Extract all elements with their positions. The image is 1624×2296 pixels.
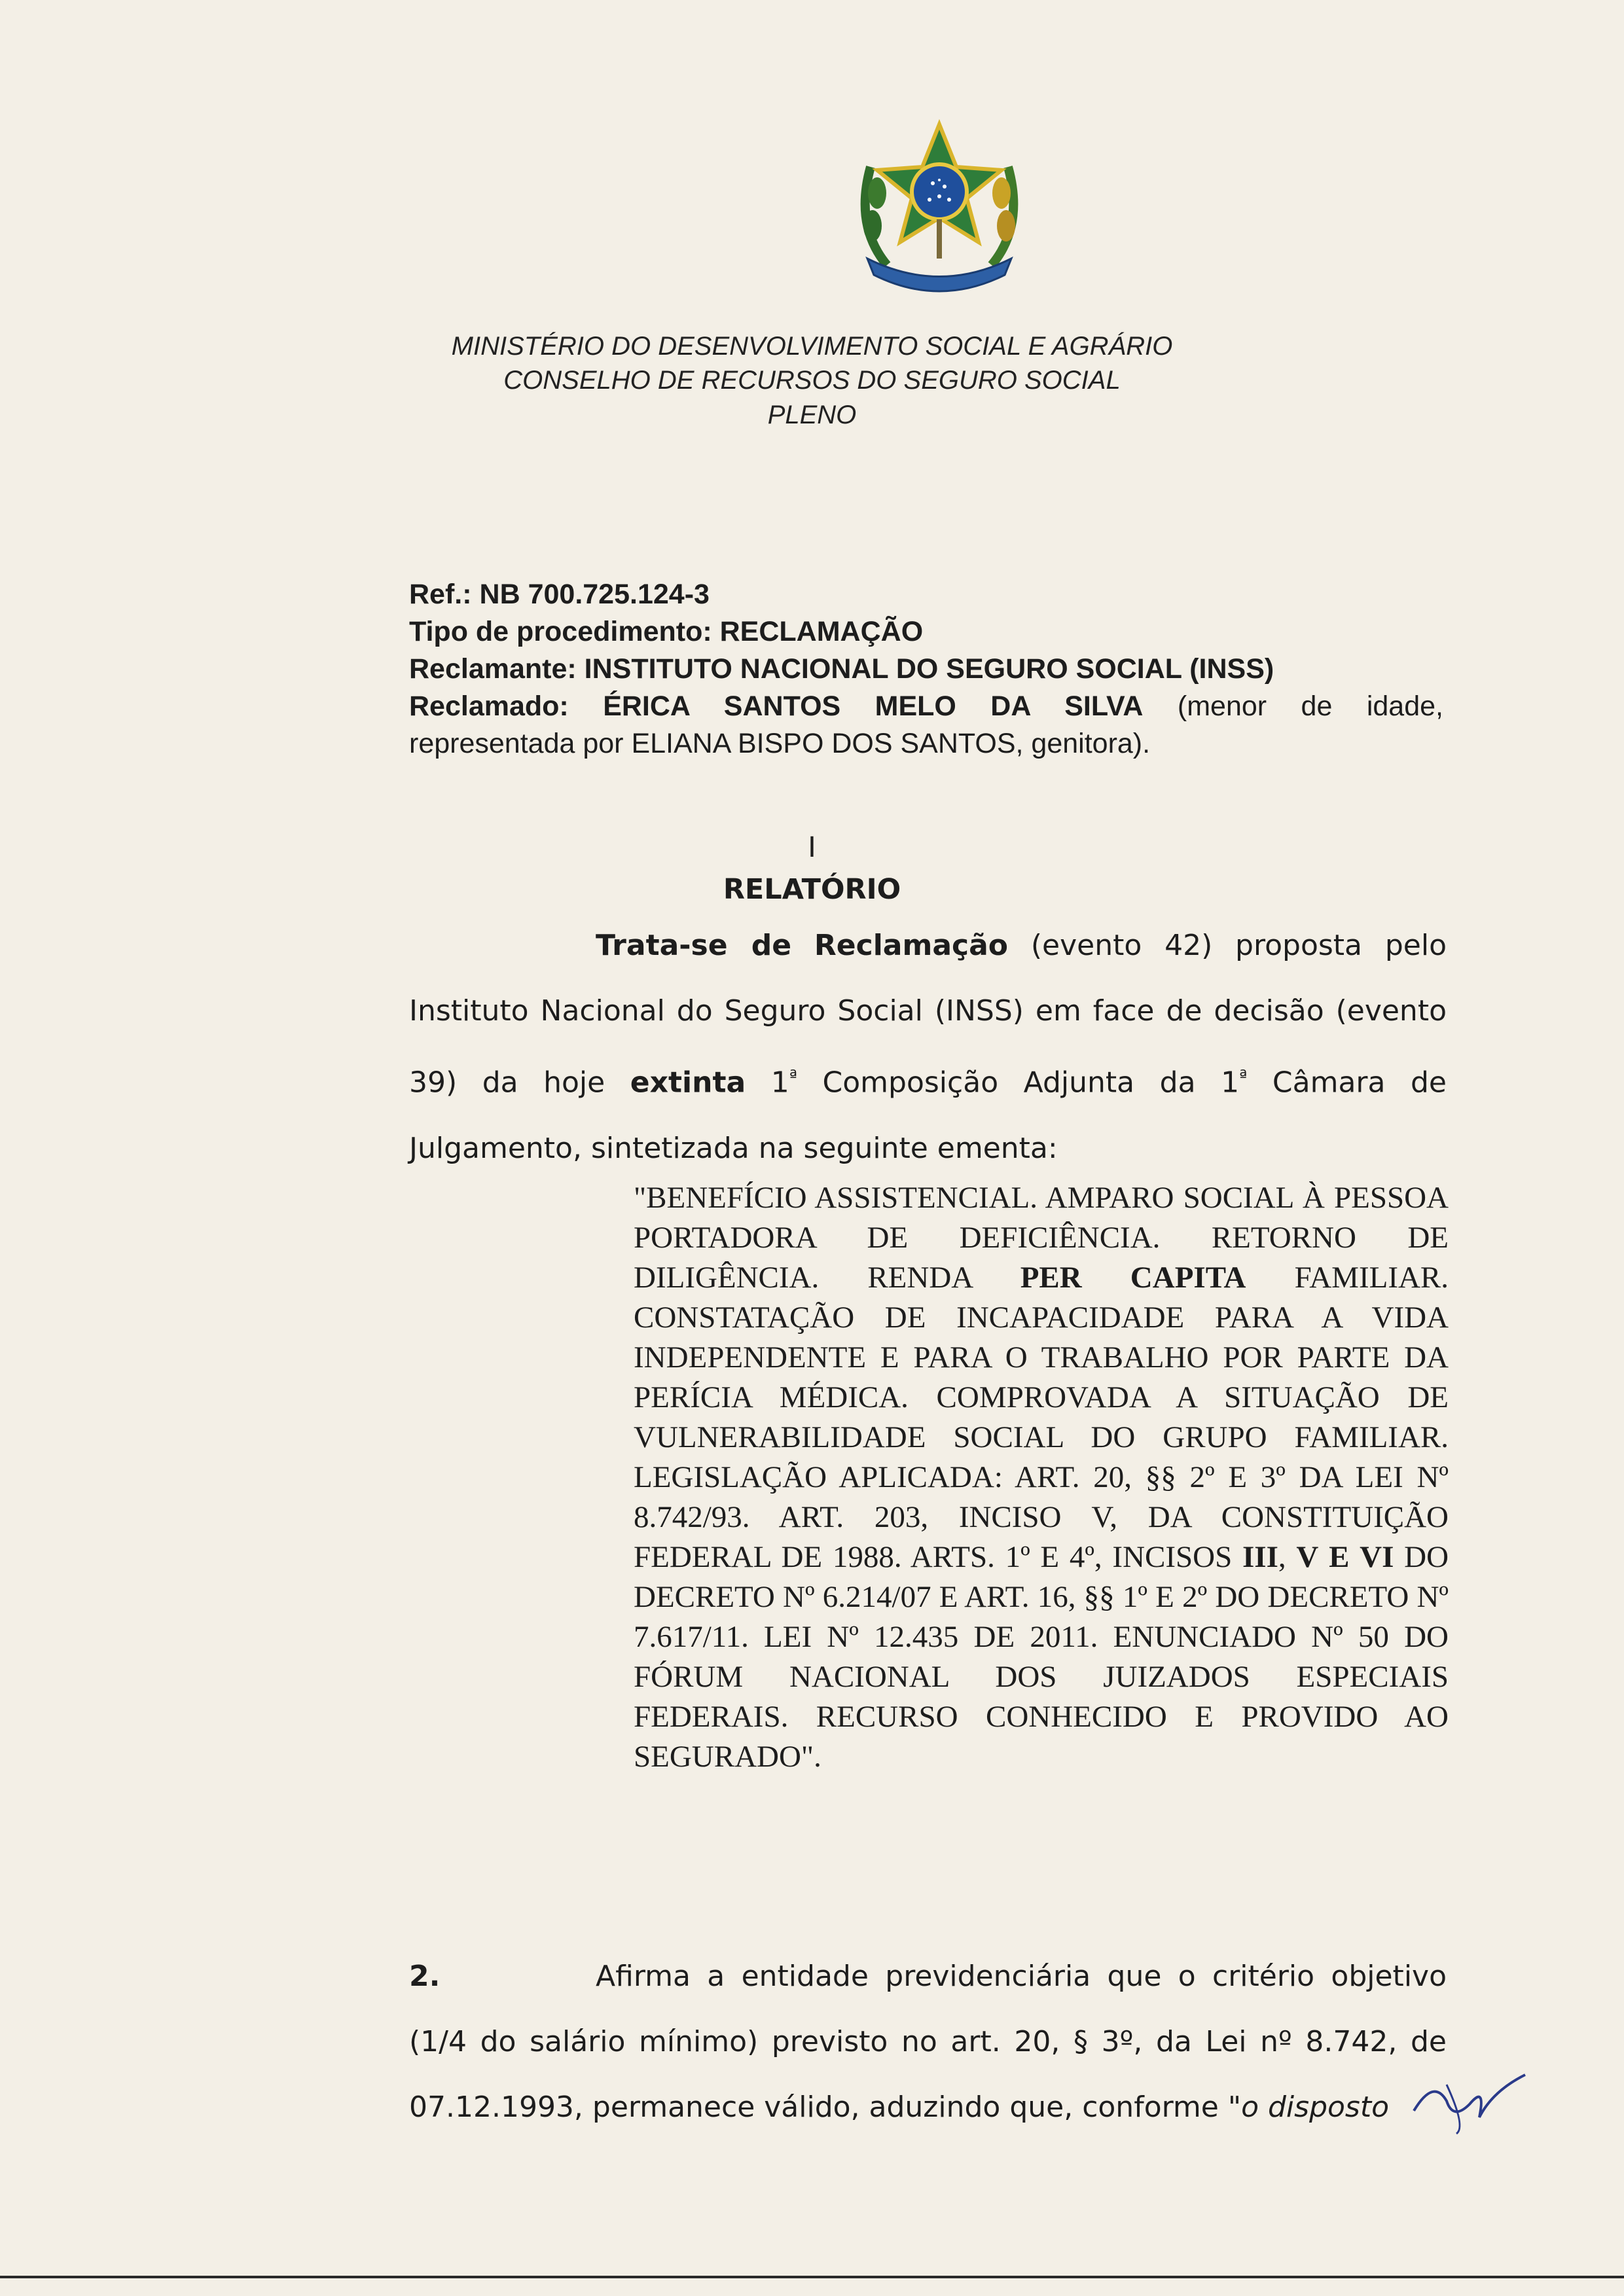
- p1-text-c: Composição Adjunta da 1: [822, 1066, 1240, 1100]
- ementa-comma: ,: [1278, 1540, 1286, 1574]
- p1-text-d: Câmara de Julgamento, sintetizada na seguinte ementa:: [409, 1066, 1447, 1165]
- defendant-note: (menor de idade,: [1177, 691, 1443, 722]
- brazil-coat-of-arms-emblem: [841, 115, 1038, 298]
- defendant-label: Reclamado:: [409, 691, 569, 722]
- defendant-name: ÉRICA SANTOS MELO DA SILVA: [603, 691, 1144, 722]
- council-header: CONSELHO DE RECURSOS DO SEGURO SOCIAL: [503, 366, 1121, 395]
- section-number: I: [808, 831, 816, 864]
- ementa-part-2: FAMILIAR. CONSTATAÇÃO DE INCAPACIDADE PARA A VIDA INDEPENDENTE E PARA O TRABALHO POR PARTE DA PERÍCIA MÉDICA. COMPROVADA A SITUAÇÃO DE VULNERABILIDADE SOCIAL DO GRUPO FAMILIAR. LEGISLAÇÃO APLICADA: ART. 20, §§ 2º E 3º DA LEI Nº 8.742/93. ART. 203, INCISO V, DA CONSTITUIÇÃO FEDERAL DE 1988. ARTS. 1º E 4º, INCISOS: [634, 1261, 1449, 1574]
- ref-label: Ref.:: [409, 579, 472, 610]
- reference-block: [409, 576, 1443, 762]
- ementa-inciso-iii: III: [1242, 1540, 1278, 1574]
- defendant-representative-line: representada por ELIANA BISPO DOS SANTOS, genitora).: [409, 728, 1151, 759]
- handwritten-initials-signature: [1407, 2065, 1532, 2137]
- ementa-part-3: DO DECRETO Nº 6.214/07 E ART. 16, §§ 1º E 2º DO DECRETO Nº 7.617/11. LEI Nº 12.435 DE 2011. ENUNCIADO Nº 50 DO FÓRUM NACIONAL DOS JUIZADOS ESPECIAIS FEDERAIS. RECURSO CONHECIDO E PROVIDO AO SEGURADO".: [634, 1540, 1449, 1774]
- ementa-inciso-v: V: [1296, 1540, 1319, 1574]
- ref-value: NB 700.725.124-3: [479, 579, 710, 610]
- ribbon: [867, 259, 1011, 291]
- paragraph-1: [409, 913, 1447, 1181]
- p1-reclamacao: Reclamação: [814, 929, 1009, 962]
- ementa-e: E: [1329, 1540, 1350, 1574]
- blue-circle: [912, 164, 967, 219]
- p1-text-b: (evento 42) proposta pelo Instituto Nacional do Seguro Social (INSS) em face de decisão (evento 39) da hoje: [409, 929, 1447, 1100]
- defendant-line: [409, 688, 1443, 725]
- ementa-part-1: "BENEFÍCIO ASSISTENCIAL. AMPARO SOCIAL À PESSOA PORTADORA DE DEFICIÊNCIA. RETORNO DE DILIGÊNCIA. RENDA: [634, 1181, 1449, 1295]
- p1-ordinal-2-suffix: ª: [1239, 1067, 1248, 1086]
- p1-ordinal-1-suffix: ª: [789, 1067, 797, 1086]
- ministry-header: MINISTÉRIO DO DESENVOLVIMENTO SOCIAL E AGRÁRIO: [451, 332, 1173, 361]
- procedure-line: [409, 613, 1443, 651]
- p1-ordinal-1: 1: [770, 1066, 789, 1100]
- section-title: RELATÓRIO: [723, 873, 901, 906]
- sword: [937, 219, 942, 259]
- p1-text-a: Trata-se de: [596, 929, 792, 962]
- p2-number: 2.: [409, 1960, 441, 1993]
- p2-text: Afirma a entidade previdenciária que o critério objetivo (1/4 do salário mínimo) previsto no art. 20, § 3º, da Lei nº 8.742, de 07.12.1993, permanece válido, aduzindo que, conforme ": [409, 1960, 1447, 2124]
- claimant-label: Reclamante:: [409, 653, 577, 685]
- paragraph-2: [409, 1944, 1447, 2140]
- procedure-value: RECLAMAÇÃO: [719, 616, 924, 647]
- bottom-divider: [0, 2276, 1624, 2278]
- ementa-inciso-vi: VI: [1360, 1540, 1394, 1574]
- ementa-per-capita: PER CAPITA: [1020, 1261, 1246, 1295]
- procedure-label: Tipo de procedimento:: [409, 616, 712, 647]
- claimant-line: [409, 651, 1443, 688]
- claimant-value: INSTITUTO NACIONAL DO SEGURO SOCIAL (INSS): [584, 653, 1274, 685]
- body-header: PLENO: [767, 401, 857, 429]
- p2-italic: o disposto: [1241, 2090, 1390, 2124]
- ref-line: [409, 576, 1443, 613]
- ementa-quote: [634, 1178, 1449, 1777]
- p1-extinta: extinta: [630, 1066, 746, 1100]
